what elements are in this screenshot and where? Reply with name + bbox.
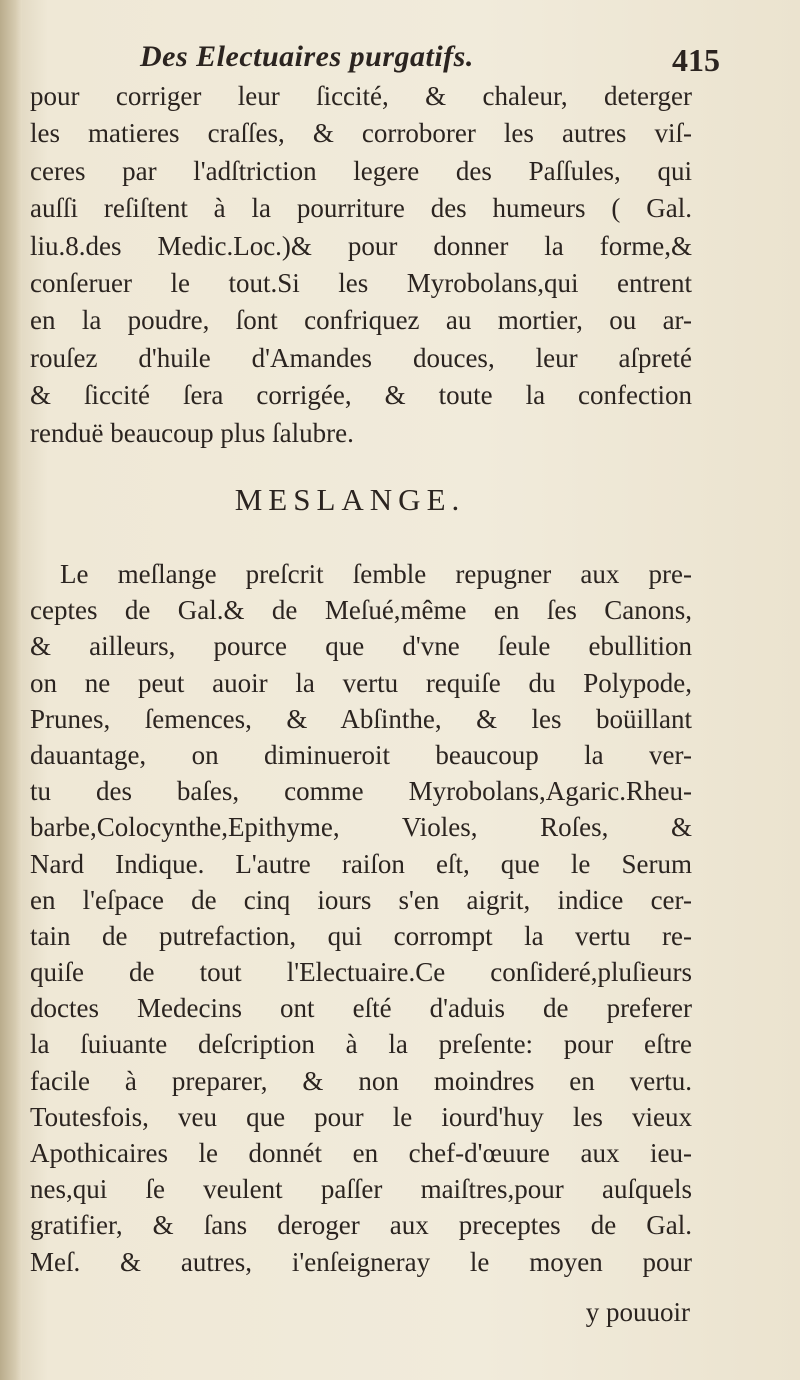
text-line: ceres par l'adſtriction legere des Paſſules, qui xyxy=(30,155,692,186)
text-line: liu.8.des Medic.Loc.)& pour donner la forme,& xyxy=(30,230,692,261)
text-line: pour corriger leur ſiccité, & chaleur, deterger xyxy=(30,81,692,111)
text-line: Nard Indique. L'autre raiſon eſt, que le Serum xyxy=(30,848,692,879)
catchword: y pouuoir xyxy=(585,1297,690,1327)
text-line: facile à preparer, & non moindres en vertu. xyxy=(30,1065,692,1096)
text-line: nes,qui ſe veulent paſſer maiſtres,pour auſquels xyxy=(30,1174,692,1205)
text-line: rouſez d'huile d'Amandes douces, leur aſpreté xyxy=(30,342,692,373)
section-heading: MESLANGE. xyxy=(234,482,466,517)
page-binding-edge xyxy=(0,0,22,1380)
text-line: dauantage, on diminueroit beaucoup la ver- xyxy=(30,739,692,770)
text-line: gratifier, & ſans deroger aux preceptes de Gal. xyxy=(30,1210,692,1241)
text-line: Prunes, ſemences, & Abſinthe, & les boüillant xyxy=(30,703,692,734)
text-line: doctes Medecins ont eſté d'aduis de preferer xyxy=(30,993,692,1024)
text-line: renduë beaucoup plus ſalubre. xyxy=(30,417,354,448)
text-line: Apothicaires le donnét en chef-d'œuure aux ieu- xyxy=(30,1138,692,1168)
text-line: quiſe de tout l'Electuaire.Ce conſideré,pluſieurs xyxy=(30,957,692,988)
text-line: Le meſlange preſcrit ſemble repugner aux pre- xyxy=(60,559,692,589)
text-line: ceptes de Gal.& de Meſué,même en ſes Canons, xyxy=(30,595,692,626)
paragraph-correction xyxy=(30,78,692,452)
text-line: on ne peut auoir la vertu requiſe du Polypode, xyxy=(30,667,692,698)
text-line: Toutesfois, veu que pour le iourd'huy les vieux xyxy=(30,1101,692,1132)
text-line: barbe,Colocynthe,Epithyme, Violes, Roſes, & xyxy=(30,812,692,843)
text-line: en la poudre, ſont confriquez au mortier, ou ar- xyxy=(30,305,692,336)
text-line: conſeruer le tout.Si les Myrobolans,qui entrent xyxy=(30,267,692,298)
page-number: 415 xyxy=(672,42,720,78)
text-line: Meſ. & autres, i'enſeigneray le moyen pour xyxy=(30,1246,692,1277)
text-line: en l'eſpace de cinq iours s'en aigrit, indice cer- xyxy=(30,884,692,915)
text-line: tain de putrefaction, qui corrompt la vertu re- xyxy=(30,920,692,951)
text-line: la ſuiuante deſcription à la preſente: pour eſtre xyxy=(30,1029,692,1060)
text-line: & ſiccité ſera corrigée, & toute la confection xyxy=(30,380,692,411)
paragraph-meslange xyxy=(30,556,692,1280)
running-title: Des Electuaires purgatifs. xyxy=(140,40,474,73)
text-line: auſſi reſiſtent à la pourriture des humeurs ( Gal. xyxy=(30,193,692,224)
text-line: tu des baſes, comme Myrobolans,Agaric.Rheu- xyxy=(30,776,692,807)
text-line: & ailleurs, pource que d'vne ſeule ebullition xyxy=(30,631,692,662)
text-line: les matieres craſſes, & corroborer les autres viſ- xyxy=(30,118,692,149)
